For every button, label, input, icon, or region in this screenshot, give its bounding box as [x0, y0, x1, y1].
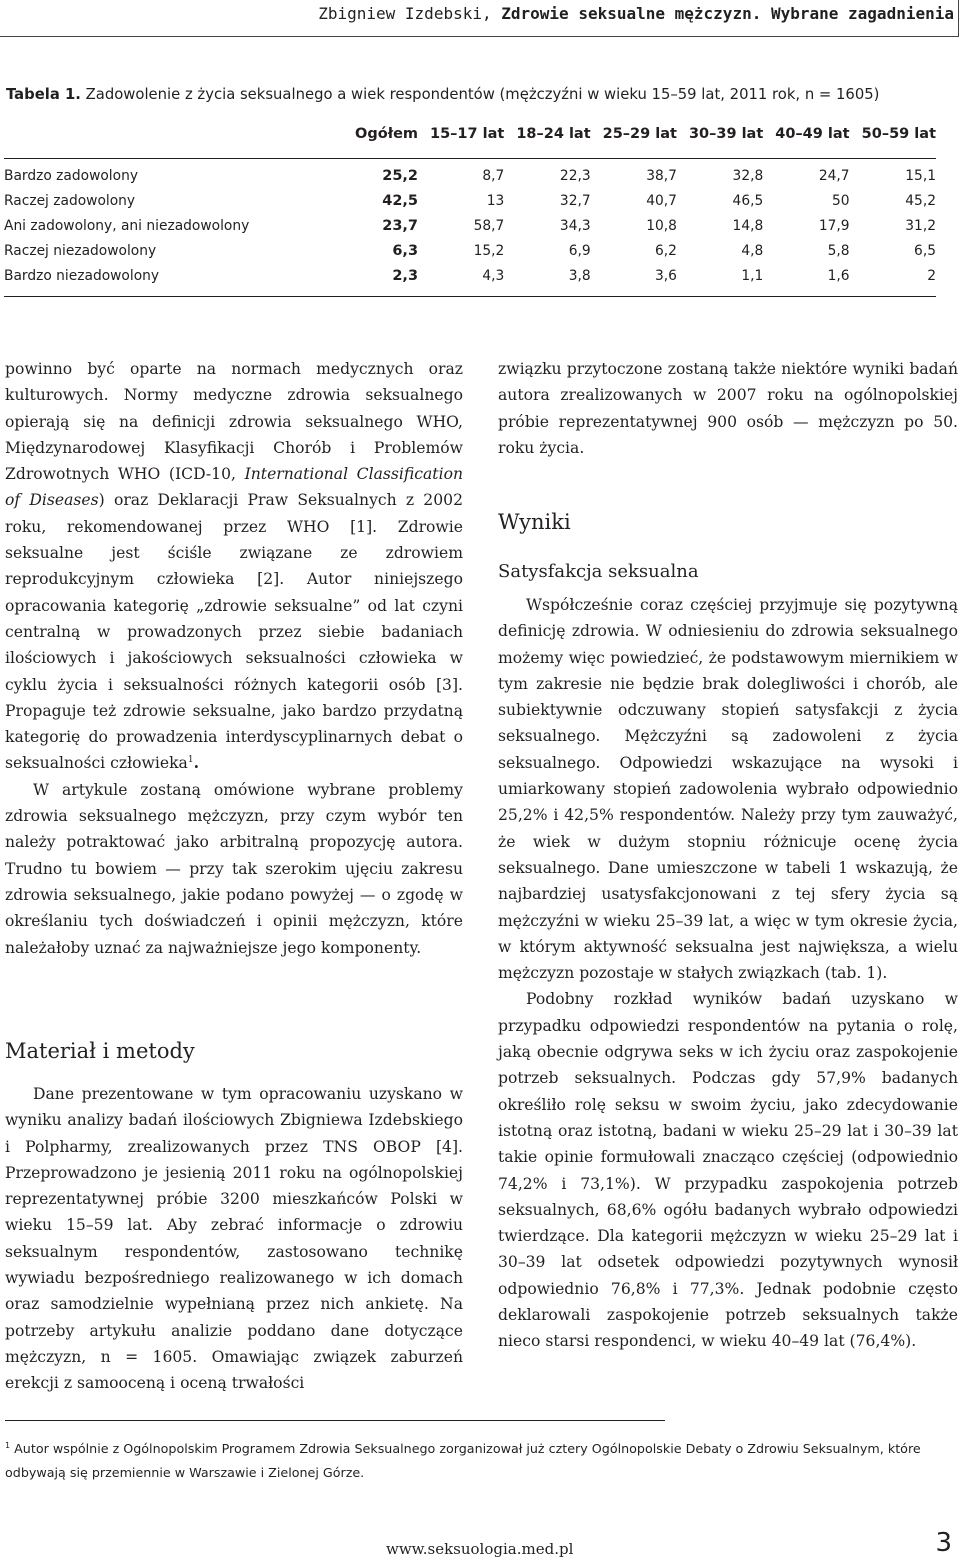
right-text-column-results: [498, 592, 958, 1355]
table-header-cell: 50–59 lat: [850, 120, 936, 159]
table-header-row: [4, 120, 936, 159]
section-heading-results: Wyniki: [498, 510, 571, 534]
paragraph-end: .: [193, 753, 199, 773]
table-cell: 24,7: [818, 167, 850, 184]
row-label: Raczej niezadowolony: [4, 242, 157, 259]
body-paragraph: Współcześnie coraz częściej przyjmuje się pozytywną definicję zdrowia. W odniesieniu do zdrowia seksualnego możemy więc powiedzieć, że podstawowym miernikiem w tym zakresie nie będzie brak dolegliwości i chorób, ale subiektywnie odczuwany stopień satysfakcji z życia seksualnego. Mężczyźni są zadowoleni z życia seksualnego. Odpowiedzi wskazujące na wysoki i umiarkowany stopień zadowolenia wybrało odpowiednio 25,2% i 42,5% respondentów. Należy przy tym zauważyć, że wiek w dużym stopniu różnicuje ocenę życia seksualnego. Dane umieszczone w tabeli 1 wskazują, że najbardziej usatysfakcjonowani z tej sfery życia są mężczyźni w wieku 25–39 lat, a więc w tym okresie życia, w którym aktywność seksualna jest największa, a wielu mężczyzn pozostaje w stałych związkach (tab. 1).: [498, 596, 958, 983]
header-author: Zbigniew Izdebski,: [318, 4, 502, 23]
table-cell: 15,1: [905, 167, 936, 184]
left-text-column: [5, 356, 463, 961]
footnote-text: Autor wspólnie z Ogólnopolskim Programem Zdrowia Seksualnego zorganizował już cztery Ogólnopolskie Debaty o Zdrowiu Seksualnym, które odbywają się przemiennie w Warszawie i Zielonej Górze.: [5, 1441, 921, 1481]
table-cell: 6,3: [392, 242, 419, 259]
table-header-cell: 18–24 lat: [504, 120, 590, 159]
header-title: Zdrowie seksualne mężczyzn. Wybrane zagadnienia: [501, 4, 954, 23]
footnote-reference[interactable]: 1: [187, 755, 194, 766]
table-cell: 45,2: [905, 192, 936, 209]
table-row: [4, 188, 936, 213]
table-header-cell: 30–39 lat: [677, 120, 763, 159]
body-paragraph: W artykule zostaną omówione wybrane problemy zdrowia seksualnego mężczyzn, przy czym wybór ten należy potraktować jako arbitralną propozycję autora. Trudno tu bowiem — przy tak szerokim ujęciu zakresu zdrowia seksualnego, jakie podano powyżej — o zgodę w określaniu tych doświadczeń i opinii mężczyzn, które należałoby uznać za najważniejsze jego komponenty.: [5, 780, 463, 957]
table-cell: 23,7: [382, 217, 419, 234]
body-paragraph: związku przytoczone zostaną także niektóre wyniki badań autora zrealizowanych w 2007 roku na ogólnopolskiej próbie reprezentatywnej 900 osób — mężczyzn po 50. roku życia.: [498, 360, 958, 457]
table-cell: 1,1: [677, 263, 763, 297]
table-row: [4, 263, 936, 297]
table-cell: 5,8: [827, 242, 850, 259]
table-cell: 50: [832, 192, 850, 209]
section-heading-methods: Materiał i metody: [5, 1039, 195, 1063]
table-cell: 42,5: [382, 192, 419, 209]
table-cell: 6,9: [568, 242, 591, 259]
table-caption-text: Zadowolenie z życia seksualnego a wiek respondentów (mężczyźni w wieku 15–59 lat, 2011 rok, n = 1605): [80, 86, 880, 103]
table-cell: 46,5: [732, 192, 764, 209]
row-label: Ani zadowolony, ani niezadowolony: [4, 217, 250, 234]
table-cell: 15,2: [473, 242, 505, 259]
paragraph-text: powinno być oparte na normach medycznych oraz kulturowych. Normy medyczne zdrowia seksualnego opierają się na definicji zdrowia seksualnego WHO, Międzynarodowej Klasyfikacji Chorób i Problemów Zdrowotnych WHO (ICD-10,: [5, 360, 463, 484]
table-cell: 13: [486, 192, 505, 209]
table-cell: 10,8: [646, 217, 677, 234]
table-cell: 2: [850, 263, 936, 297]
table-cell: 4,3: [418, 263, 504, 297]
table-caption-label: Tabela 1.: [6, 86, 81, 103]
body-paragraph: Podobny rozkład wyników badań uzyskano w przypadku odpowiedzi respondentów na pytania o rolę, jaką obecnie odgrywa seks w ich życiu oraz zaspokojenie potrzeb seksualnych. Podczas gdy 57,9% badanych określiło rolę seksu w swoim życiu, jako zdecydowanie istotną oraz istotną, badani w wieku 25–29 lat i 30–39 lat takie opinie formułowali znacząco częściej (odpowiednio 74,2% i 73,1%). W przypadku zaspokojenia potrzeb seksualnych, 68,6% ogółu badanych wybrało odpowiedzi twierdzące. Dla kategorii mężczyzn w wieku 25–29 lat i 30–39 lat odsetek odpowiedzi pozytywnych wynosił odpowiednio 76,8% i 77,3%. Jednak podobnie często deklarowali zaspokojenie potrzeb seksualnych także nieco starsi respondenci, w wieku 40–49 lat (76,4%).: [498, 990, 958, 1351]
table-cell: 34,3: [559, 217, 591, 234]
right-text-column: [498, 356, 958, 461]
table-cell: 6,5: [914, 242, 936, 259]
row-label: Bardzo niezadowolony: [4, 263, 301, 297]
paragraph-text: ) oraz Deklaracji Praw Seksualnych z 2002 roku, rekomendowanej przez WHO [1]. Zdrowie seksualne jest ściśle związane ze zdrowiem reprodukcyjnym człowieka [2]. Autor niniejszego opracowania kategorię „zdrowie seksualne” od lat czyni centralną w prowadzonych przez siebie badaniach ilościowych i jakościowych seksualności człowieka w cyklu życia i seksualności różnych kategorii osób [3]. Propaguje też zdrowie seksualne, jako bardzo przydatną kategorię do prowadzenia interdyscyplinarnych debat o seksualności człowieka: [5, 491, 463, 773]
table-row: [4, 159, 936, 189]
left-text-column-methods: [5, 1081, 463, 1397]
table-header-cell: [4, 120, 301, 159]
table-cell: 32,7: [559, 192, 591, 209]
table-cell: 1,6: [763, 263, 849, 297]
row-label: Bardzo zadowolony: [4, 167, 138, 184]
table-cell: 3,8: [504, 263, 590, 297]
table-cell: 17,9: [818, 217, 850, 234]
italic-term: International Classification of Diseases: [5, 465, 463, 510]
table-cell: 38,7: [646, 167, 677, 184]
table-caption: [6, 86, 956, 103]
table-header-cell: Ogółem: [301, 120, 418, 159]
running-header: [318, 4, 954, 23]
table-header-cell: 25–29 lat: [591, 120, 677, 159]
body-paragraph: [5, 356, 463, 777]
table-cell: 58,7: [473, 217, 505, 234]
table-header-cell: 15–17 lat: [418, 120, 504, 159]
footnote: [5, 1434, 957, 1485]
table-cell: 22,3: [559, 167, 591, 184]
table-cell: 3,6: [591, 263, 677, 297]
table-cell: 25,2: [382, 167, 419, 184]
table-cell: 6,2: [655, 242, 677, 259]
row-label: Raczej zadowolony: [4, 192, 136, 209]
table-cell: 40,7: [646, 192, 677, 209]
table-row: [4, 238, 936, 263]
table-cell: 4,8: [741, 242, 764, 259]
table-cell: 8,7: [482, 167, 505, 184]
footnote-divider: [5, 1420, 665, 1421]
body-paragraph: Dane prezentowane w tym opracowaniu uzyskano w wyniku analizy badań ilościowych Zbigniewa Izdebskiego i Polpharmy, zrealizowanych przez TNS OBOP [4]. Przeprowadzono je jesienią 2011 roku na ogólnopolskiej reprezentatywnej próbie 3200 mieszkańców Polski w wieku 15–59 lat. Aby zebrać informacje o zdrowiu seksualnym respondentów, zastosowano technikę wywiadu bezpośredniego realizowanego w ich domach oraz samodzielnie wypełnianą przez nich ankietę. Na potrzeby artykułu analizie poddano dane dotyczące mężczyzn, n = 1605. Omawiając związek zaburzeń erekcji z samooceną i oceną trwałości: [5, 1085, 463, 1393]
results-table: [4, 120, 936, 297]
table-cell: 14,8: [732, 217, 764, 234]
table-cell: 31,2: [905, 217, 936, 234]
subheading-satisfaction: Satysfakcja seksualna: [498, 561, 699, 582]
table-cell: 32,8: [732, 167, 764, 184]
footnote-mark: 1: [5, 1441, 11, 1450]
page-number: 3: [935, 1528, 952, 1558]
table-header-cell: 40–49 lat: [763, 120, 849, 159]
table-row: [4, 213, 936, 238]
table-cell: 2,3: [301, 263, 418, 297]
footer-url-link[interactable]: www.seksuologia.med.pl: [386, 1540, 574, 1558]
